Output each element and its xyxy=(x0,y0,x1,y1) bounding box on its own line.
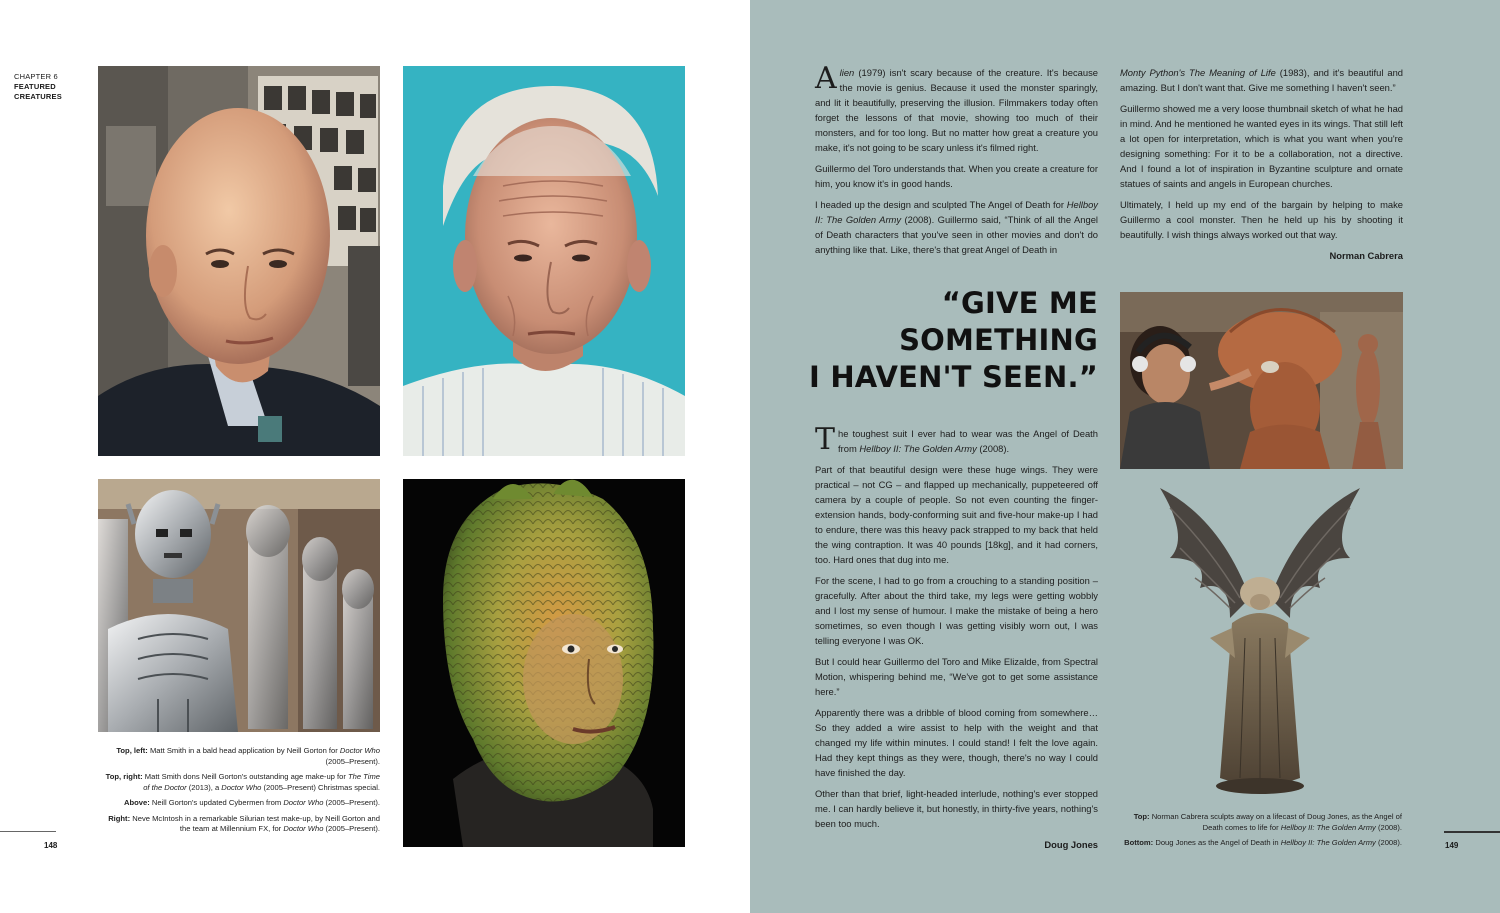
article-cabrera-p4: Guillermo showed me a very loose thumbnail sketch of what he had in mind. And he mentioned he wanted eyes in its wings. That still left a lot open for interpretation, which is what you want when you're designing something: For it to be a collaboration, not a directive. And I found a lot of inspiration in Byzantine sculpture and ornate statues of saints and angels in European churches. xyxy=(1120,103,1403,189)
page-number-left: 148 xyxy=(44,841,58,850)
left-captions xyxy=(98,746,380,840)
photo-angel-of-death xyxy=(1140,478,1380,800)
article-jones-p5: Apparently there was a dribble of blood coming from somewhere… So they added a wire assist to help with the weight and that changed my life within minutes. I could stand! I felt the love again. Had they kept things as they were, though, there's no way I could have finished the day. xyxy=(815,707,1098,778)
chapter-number: CHAPTER 6 xyxy=(14,72,58,81)
folio-rule-right xyxy=(1444,831,1500,833)
article-jones-p4: But I could hear Guillermo del Toro and Mike Elizalde, from Spectral Motion, whispering behind me, “We've got to get some assistance here.” xyxy=(815,656,1098,697)
chapter-label xyxy=(14,72,62,102)
chapter-name-line2: CREATURES xyxy=(14,92,62,101)
pull-quote-line1: “GIVE ME xyxy=(941,286,1098,320)
photo-sculpting xyxy=(1120,292,1403,469)
article-jones xyxy=(815,422,1098,858)
caption-above: Above: Neill Gorton's updated Cybermen from Doctor Who (2005–Present). xyxy=(124,798,380,807)
article-cabrera-p3: I headed up the design and sculpted The Angel of Death for Hellboy II: The Golden Army (2008). Guillermo said, “Think of all the Angel of Death characters that you've seen in other movies and don't do anything like that. Like, there's that great Angel of Death in xyxy=(815,199,1098,255)
dropcap-t: T xyxy=(815,422,836,457)
caption-top-right: Top, right: Matt Smith dons Neill Gorton's outstanding age make-up for The Time of the Doctor (2013), a Doctor Who (2005–Present) Christmas special. xyxy=(105,772,380,792)
article-cabrera-col2 xyxy=(1120,65,1403,269)
caption-right: Right: Neve McIntosh in a remarkable Silurian test make-up, by Neill Gorton and the team at Millennium FX, for Doctor Who (2005–Present). xyxy=(108,813,380,833)
article-cabrera-p2: Guillermo del Toro understands that. When you create a creature for him, you know it's in good hands. xyxy=(815,163,1098,189)
article-cabrera-p5: Ultimately, I held up my end of the bargain by helping to make Guillermo a cool monster. Then he held up his by shooting it beautifully. I wish things always worked out that way. xyxy=(1120,199,1403,240)
photo-silurian xyxy=(403,479,685,847)
article-jones-p3: For the scene, I had to go from a crouching to a standing position – gracefully. After about the third take, my legs were getting wobbly and I lost my sense of humour. I make the mistake of being a hero sometimes, so even though I was getting visibly worn out, I was telling everyone I was OK. xyxy=(815,575,1098,646)
article-cabrera-p1: Alien (1979) isn't scary because of the creature. It's because the movie is genius. Because it used the monster sparingly, and lit it beautifully, preserving the illusion. Filmmakers today often forget the lessons of that movie, showing too much of their monsters, and for too long. But no matter how great a creature you make, it's not going to be scary unless it's filmed right. xyxy=(815,61,1098,153)
right-captions xyxy=(1120,812,1402,854)
article-jones-p2: Part of that beautiful design were these huge wings. They were practical – not CG – and flapped up mechanically, puppeteered off camera by a couple of people. So not even counting the finger-extension hands, body-conforming suit and five-hour make-up I had to endure, there was this heavy pack strapped to my back that held the wing contraption. It was 40 pounds [18kg], and it had corners, too. Hard ones that dug into me. xyxy=(815,464,1098,565)
chapter-name-line1: FEATURED xyxy=(14,82,56,91)
folio-rule-left xyxy=(0,831,56,832)
article-jones-p1: The toughest suit I ever had to wear was the Angel of Death from Hellboy II: The Golden Army (2008). xyxy=(815,422,1098,457)
caption-top: Top: Norman Cabrera sculpts away on a lifecast of Doug Jones, as the Angel of Death comes to life for Hellboy II: The Golden Army (2008). xyxy=(1133,812,1402,832)
pull-quote-line3: I HAVEN'T SEEN.” xyxy=(809,360,1098,394)
author-norman-cabrera: Norman Cabrera xyxy=(1329,250,1403,261)
article-jones-p6: Other than that brief, light-headed interlude, nothing's ever stopped me. I can hardly believe it, but honestly, in thirty-five years, nothing's been too much. xyxy=(815,788,1098,829)
photo-old-man xyxy=(403,66,685,456)
article-cabrera-col1 xyxy=(815,61,1098,263)
photo-cybermen xyxy=(98,479,380,732)
pull-quote-line2: SOMETHING xyxy=(899,323,1098,357)
photo-bald-head xyxy=(98,66,380,456)
author-doug-jones: Doug Jones xyxy=(1044,839,1098,850)
caption-top-left: Top, left: Matt Smith in a bald head application by Neill Gorton for Doctor Who (2005–Present). xyxy=(116,746,380,766)
pull-quote xyxy=(798,285,1098,396)
dropcap-a: A xyxy=(815,61,837,96)
page-number-right: 149 xyxy=(1445,841,1459,850)
caption-bottom: Bottom: Doug Jones as the Angel of Death in Hellboy II: The Golden Army (2008). xyxy=(1124,838,1402,847)
article-cabrera-p3-cont: Monty Python's The Meaning of Life (1983), and it's beautiful and amazing. But I don't want that. Give me something I haven't seen.” xyxy=(1120,67,1403,93)
